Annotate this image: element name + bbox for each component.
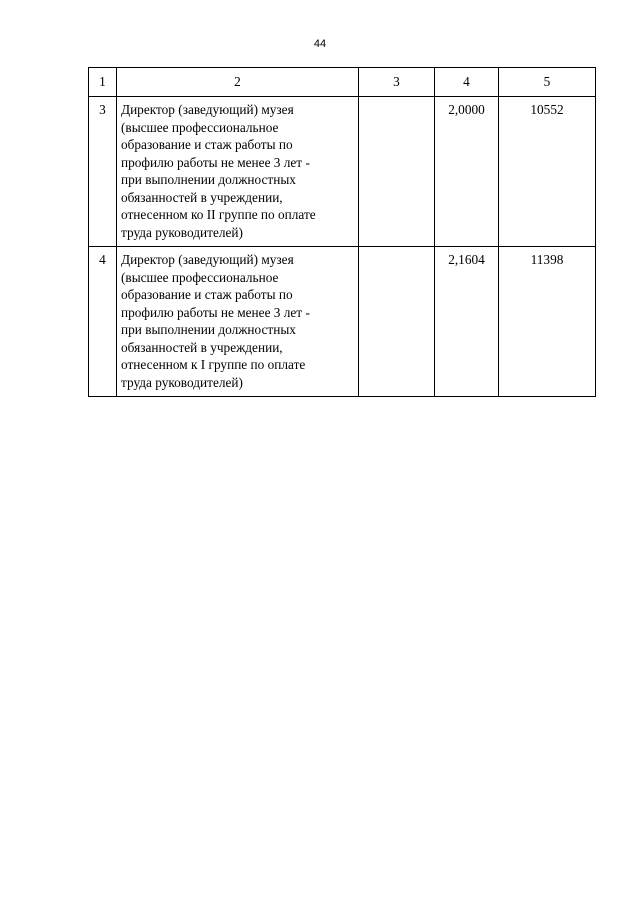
table-row xyxy=(89,97,596,247)
description-line: при выполнении должностных xyxy=(121,172,296,187)
description-line: при выполнении должностных xyxy=(121,322,296,337)
column-3-cell xyxy=(359,247,435,397)
description-line: профилю работы не менее 3 лет - xyxy=(121,154,310,170)
column-header-5: 5 xyxy=(499,68,596,97)
salary-cell: 11398 xyxy=(499,247,596,397)
table-header-row xyxy=(89,68,596,97)
position-description xyxy=(117,247,359,397)
description-line: Директор (заведующий) музея xyxy=(121,102,294,117)
description-line: Директор (заведующий) музея xyxy=(121,252,294,267)
description-line: обязанностей в учреждении, xyxy=(121,339,283,355)
row-number: 4 xyxy=(89,247,117,397)
column-header-2: 2 xyxy=(117,68,359,97)
coefficient-cell: 2,0000 xyxy=(435,97,499,247)
column-header-3: 3 xyxy=(359,68,435,97)
salary-cell: 10552 xyxy=(499,97,596,247)
description-line: отнесенном к I группе по оплате xyxy=(121,357,306,372)
description-line: (высшее профессиональное xyxy=(121,269,279,285)
description-line: обязанностей в учреждении, xyxy=(121,189,283,205)
description-line: профилю работы не менее 3 лет - xyxy=(121,304,310,320)
description-line: образование и стаж работы по xyxy=(121,137,293,152)
description-line: труда руководителей) xyxy=(121,374,243,390)
salary-table xyxy=(88,67,596,397)
description-line: образование и стаж работы по xyxy=(121,287,293,302)
page-number: 44 xyxy=(313,38,327,50)
coefficient-cell: 2,1604 xyxy=(435,247,499,397)
table-row xyxy=(89,247,596,397)
position-description xyxy=(117,97,359,247)
column-3-cell xyxy=(359,97,435,247)
row-number: 3 xyxy=(89,97,117,247)
description-line: труда руководителей) xyxy=(121,224,243,240)
description-line: отнесенном ко II группе по оплате xyxy=(121,207,316,222)
description-line: (высшее профессиональное xyxy=(121,119,279,135)
column-header-4: 4 xyxy=(435,68,499,97)
column-header-1: 1 xyxy=(89,68,117,97)
